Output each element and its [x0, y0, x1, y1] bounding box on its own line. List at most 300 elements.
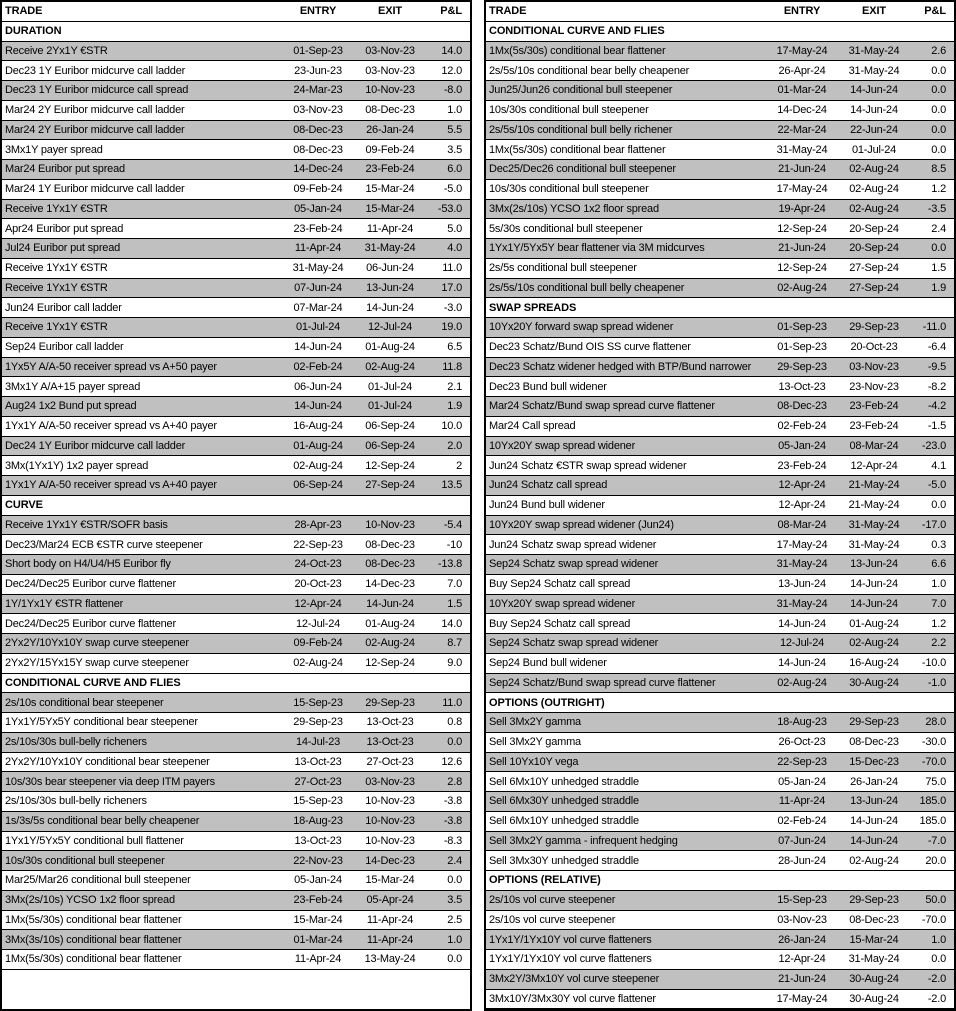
pnl-value: 1.0: [447, 104, 462, 117]
trade-row: [486, 358, 954, 378]
entry-date: 12-Apr-24: [294, 597, 342, 610]
exit-date: 31-May-24: [848, 538, 900, 551]
trade-row: [486, 377, 954, 397]
trade-name: 2s/10s conditional bear steepener: [5, 696, 164, 709]
exit-date: 01-Aug-24: [849, 617, 899, 630]
pnl-value: 5.0: [447, 222, 462, 235]
exit-date: 08-Dec-23: [365, 104, 415, 117]
pnl-value: 2.1: [447, 380, 462, 393]
trade-name: Receive 1Yx1Y €STR: [5, 321, 108, 334]
trade-row: [2, 634, 470, 654]
pnl-value: 4.1: [931, 459, 946, 472]
pnl-value: -3.8: [443, 795, 462, 808]
exit-date: 12-Apr-24: [850, 459, 898, 472]
trade-name: Dec23 Bund bull widener: [489, 380, 607, 393]
section-title: DURATION: [5, 25, 62, 38]
pnl-value: -6.4: [927, 341, 946, 354]
pnl-value: 0.0: [447, 874, 462, 887]
entry-date: 29-Sep-23: [293, 716, 343, 729]
section-header-row: [486, 693, 954, 713]
trade-row: [2, 456, 470, 476]
entry-date: 06-Sep-24: [293, 479, 343, 492]
trade-row: [486, 318, 954, 338]
trade-row: [2, 140, 470, 160]
trade-row: [2, 279, 470, 299]
trade-row: [2, 654, 470, 674]
exit-date: 14-Dec-23: [365, 578, 415, 591]
pnl-value: 2.6: [931, 44, 946, 57]
pnl-value: 1.5: [447, 597, 462, 610]
trade-row: [2, 358, 470, 378]
entry-date: 03-Nov-23: [777, 913, 827, 926]
pnl-value: 11.8: [442, 360, 462, 373]
pnl-value: -5.4: [443, 518, 462, 531]
column-header-entry: ENTRY: [783, 5, 821, 18]
exit-date: 30-Aug-24: [849, 992, 899, 1005]
trade-row: [2, 476, 470, 496]
trade-name: Sell 3Mx2Y gamma: [489, 736, 581, 749]
pnl-value: 14.0: [441, 44, 462, 57]
exit-date: 31-May-24: [848, 953, 900, 966]
trade-name: 3Mx2Y/3Mx10Y vol curve steepener: [489, 973, 660, 986]
trade-name: Jun24 Schatz call spread: [489, 479, 608, 492]
entry-date: 15-Sep-23: [293, 795, 343, 808]
pnl-value: 6.5: [447, 341, 462, 354]
trade-row: [486, 930, 954, 950]
exit-date: 29-Sep-23: [849, 894, 899, 907]
exit-date: 21-May-24: [848, 479, 900, 492]
exit-date: 11-Apr-24: [366, 933, 414, 946]
pnl-value: -30.0: [921, 736, 946, 749]
entry-date: 31-May-24: [776, 558, 828, 571]
pnl-value: 0.8: [447, 716, 462, 729]
pnl-value: 0.0: [931, 242, 946, 255]
trade-name: 1Yx5Y A/A-50 receiver spread vs A+50 payer: [5, 360, 217, 373]
trade-name: Sep24 Schatz/Bund swap spread curve flattener: [489, 676, 716, 689]
trade-row: [2, 772, 470, 792]
trade-name: Mar24 Call spread: [489, 420, 576, 433]
exit-date: 27-Sep-24: [849, 262, 899, 275]
trade-row: [486, 950, 954, 970]
entry-date: 02-Aug-24: [293, 459, 343, 472]
trade-name: Buy Sep24 Schatz call spread: [489, 578, 631, 591]
trade-name: 3Mx1Y payer spread: [5, 143, 103, 156]
exit-date: 08-Mar-24: [849, 439, 899, 452]
trade-row: [2, 338, 470, 358]
trade-row: [2, 733, 470, 753]
exit-date: 11-Apr-24: [366, 222, 414, 235]
exit-date: 12-Sep-24: [365, 459, 415, 472]
exit-date: 02-Aug-24: [849, 163, 899, 176]
trade-row: [2, 298, 470, 318]
exit-date: 14-Dec-23: [365, 854, 415, 867]
exit-date: 27-Sep-24: [849, 281, 899, 294]
trade-row: [2, 575, 470, 595]
exit-date: 06-Sep-24: [365, 420, 415, 433]
exit-date: 10-Nov-23: [365, 795, 415, 808]
trade-row: [486, 279, 954, 299]
exit-date: 02-Aug-24: [365, 637, 415, 650]
trade-row: [2, 81, 470, 101]
exit-date: 14-Jun-24: [850, 597, 898, 610]
pnl-value: -53.0: [437, 202, 462, 215]
trade-row: [486, 81, 954, 101]
entry-date: 07-Jun-24: [294, 281, 342, 294]
pnl-value: 1.0: [447, 933, 462, 946]
trade-row: [486, 654, 954, 674]
entry-date: 27-Oct-23: [294, 775, 342, 788]
entry-date: 12-Apr-24: [778, 479, 826, 492]
exit-date: 29-Sep-23: [365, 696, 415, 709]
entry-date: 20-Oct-23: [294, 578, 342, 591]
exit-date: 08-Dec-23: [849, 913, 899, 926]
pnl-value: 0.0: [931, 143, 946, 156]
pnl-value: -17.0: [921, 518, 946, 531]
entry-date: 12-Apr-24: [778, 953, 826, 966]
entry-date: 23-Feb-24: [293, 222, 343, 235]
trade-name: Sell 10Yx10Y vega: [489, 755, 579, 768]
trade-row: [486, 911, 954, 931]
trade-row: [2, 891, 470, 911]
pnl-value: -3.5: [927, 202, 946, 215]
column-header-pnl: P&L: [924, 5, 946, 18]
pnl-value: 2.8: [447, 775, 462, 788]
pnl-value: -1.5: [927, 420, 946, 433]
trade-row: [486, 437, 954, 457]
exit-date: 08-Dec-23: [365, 538, 415, 551]
entry-date: 28-Apr-23: [294, 518, 342, 531]
pnl-value: 19.0: [441, 321, 462, 334]
trade-row: [2, 555, 470, 575]
trade-name: 2s/10s/30s bull-belly richeners: [5, 736, 147, 749]
trade-name: 1Yx1Y/5Yx5Y conditional bull flattener: [5, 834, 184, 847]
trade-row: [2, 871, 470, 891]
trade-row: [486, 160, 954, 180]
trade-name: Jun24 Euribor call ladder: [5, 301, 122, 314]
trade-name: Dec23/Mar24 ECB €STR curve steepener: [5, 538, 203, 551]
pnl-value: 20.0: [925, 854, 946, 867]
exit-date: 23-Nov-23: [849, 380, 899, 393]
exit-date: 27-Oct-23: [366, 755, 414, 768]
trade-name: 2s/5s/10s conditional bull belly cheapener: [489, 281, 685, 294]
trade-row: [486, 42, 954, 62]
trade-row: [2, 851, 470, 871]
pnl-value: 17.0: [441, 281, 462, 294]
trade-name: 2s/5s/10s conditional bull belly richener: [489, 123, 673, 136]
entry-date: 14-Dec-24: [777, 104, 827, 117]
trade-name: 2Yx2Y/10Yx10Y swap curve steepener: [5, 637, 189, 650]
trade-name: Dec23 Schatz/Bund OIS SS curve flattener: [489, 341, 691, 354]
entry-date: 12-Jul-24: [295, 617, 341, 630]
entry-date: 11-Apr-24: [294, 953, 342, 966]
pnl-value: 1.0: [931, 578, 946, 591]
exit-date: 01-Aug-24: [365, 617, 415, 630]
table-header-row: [486, 2, 954, 22]
entry-date: 12-Apr-24: [778, 499, 826, 512]
trade-name: 2s/5s/10s conditional bear belly cheapener: [489, 64, 690, 77]
exit-date: 15-Mar-24: [849, 933, 899, 946]
pnl-value: 10.0: [441, 420, 462, 433]
trade-name: Jul24 Euribor put spread: [5, 242, 121, 255]
trade-row: [2, 950, 470, 970]
exit-date: 14-Jun-24: [366, 301, 414, 314]
entry-date: 08-Dec-23: [777, 400, 827, 413]
exit-date: 21-May-24: [848, 499, 900, 512]
table-header-row: [2, 2, 470, 22]
exit-date: 20-Sep-24: [849, 222, 899, 235]
entry-date: 01-Jul-24: [295, 321, 341, 334]
pnl-value: 0.0: [931, 64, 946, 77]
exit-date: 01-Jul-24: [367, 380, 413, 393]
trade-row: [2, 812, 470, 832]
trade-row: [486, 219, 954, 239]
pnl-value: 12.6: [441, 755, 462, 768]
trade-name: Short body on H4/U4/H5 Euribor fly: [5, 558, 171, 571]
exit-date: 16-Aug-24: [849, 657, 899, 670]
entry-date: 06-Jun-24: [294, 380, 342, 393]
exit-date: 14-Jun-24: [366, 597, 414, 610]
entry-date: 01-Mar-24: [777, 84, 827, 97]
trade-name: Sell 6Mx10Y unhedged straddle: [489, 775, 639, 788]
section-header-row: [486, 22, 954, 42]
trade-name: Sell 3Mx30Y unhedged straddle: [489, 854, 639, 867]
exit-date: 02-Aug-24: [365, 360, 415, 373]
entry-date: 17-May-24: [776, 183, 828, 196]
exit-date: 22-Jun-24: [850, 123, 898, 136]
exit-date: 10-Nov-23: [365, 518, 415, 531]
trade-name: Mar24 Schatz/Bund swap spread curve flattener: [489, 400, 715, 413]
entry-date: 24-Mar-23: [293, 84, 343, 97]
exit-date: 03-Nov-23: [365, 64, 415, 77]
exit-date: 13-Jun-24: [850, 558, 898, 571]
trade-row: [2, 101, 470, 121]
trade-name: 1Yx1Y/5Yx5Y conditional bear steepener: [5, 716, 198, 729]
entry-date: 23-Feb-24: [293, 894, 343, 907]
trade-name: Receive 2Yx1Y €STR: [5, 44, 108, 57]
trade-name: Sep24 Euribor call ladder: [5, 341, 124, 354]
trade-name: Sell 6Mx30Y unhedged straddle: [489, 795, 639, 808]
trade-row: [486, 595, 954, 615]
trade-row: [2, 753, 470, 773]
trade-name: 10Yx20Y swap spread widener (Jun24): [489, 518, 674, 531]
trade-name: Jun24 Bund bull widener: [489, 499, 605, 512]
trade-name: Buy Sep24 Schatz call spread: [489, 617, 631, 630]
entry-date: 12-Sep-24: [777, 222, 827, 235]
trade-row: [2, 219, 470, 239]
trade-row: [486, 851, 954, 871]
pnl-value: 7.0: [447, 578, 462, 591]
trade-name: 3Mx(2s/10s) YCSO 1x2 floor spread: [489, 202, 659, 215]
exit-date: 01-Aug-24: [365, 341, 415, 354]
exit-date: 08-Dec-23: [365, 558, 415, 571]
section-title: SWAP SPREADS: [489, 301, 577, 314]
entry-date: 02-Feb-24: [777, 815, 827, 828]
trade-name: 10s/30s conditional bull steepener: [489, 183, 649, 196]
trade-name: Dec23 1Y Euribor midcurce call spread: [5, 84, 189, 97]
pnl-value: -70.0: [921, 913, 946, 926]
exit-date: 12-Jul-24: [367, 321, 413, 334]
trade-row: [2, 437, 470, 457]
trade-row: [486, 456, 954, 476]
entry-date: 11-Apr-24: [294, 242, 342, 255]
entry-date: 14-Jun-24: [778, 657, 826, 670]
trade-name: Dec24 1Y Euribor midcurve call ladder: [5, 439, 186, 452]
trade-row: [486, 792, 954, 812]
trade-name: Dec24/Dec25 Euribor curve flattener: [5, 617, 176, 630]
pnl-value: 2: [456, 459, 462, 472]
exit-date: 10-Nov-23: [365, 815, 415, 828]
section-header-row: [2, 22, 470, 42]
pnl-value: -23.0: [921, 439, 946, 452]
entry-date: 12-Sep-24: [777, 262, 827, 275]
exit-date: 09-Feb-24: [365, 143, 415, 156]
entry-date: 05-Jan-24: [778, 439, 826, 452]
pnl-value: 6.6: [931, 558, 946, 571]
entry-date: 23-Jun-23: [294, 64, 342, 77]
entry-date: 14-Jul-23: [295, 736, 341, 749]
exit-date: 23-Feb-24: [849, 400, 899, 413]
trade-row: [2, 160, 470, 180]
trade-name: Mar24 2Y Euribor midcurve call ladder: [5, 104, 185, 117]
entry-date: 18-Aug-23: [777, 716, 827, 729]
trade-name: 10s/30s conditional bull steepener: [5, 854, 165, 867]
trade-name: 1Yx1Y A/A-50 receiver spread vs A+40 payer: [5, 479, 217, 492]
pnl-value: -2.0: [927, 973, 946, 986]
pnl-value: -5.0: [927, 479, 946, 492]
entry-date: 26-Apr-24: [778, 64, 826, 77]
entry-date: 17-May-24: [776, 44, 828, 57]
trade-name: 10s/30s bear steepener via deep ITM payers: [5, 775, 215, 788]
pnl-value: 1.0: [931, 933, 946, 946]
section-title: CONDITIONAL CURVE AND FLIES: [489, 25, 665, 38]
exit-date: 02-Aug-24: [849, 202, 899, 215]
pnl-value: 0.0: [447, 953, 462, 966]
exit-date: 31-May-24: [848, 44, 900, 57]
column-header-pnl: P&L: [440, 5, 462, 18]
trade-row: [486, 239, 954, 259]
pnl-value: -7.0: [927, 834, 946, 847]
trade-name: Mar24 Euribor put spread: [5, 163, 125, 176]
trade-name: 1Mx(5s/30s) conditional bear flattener: [5, 953, 182, 966]
trade-row: [486, 812, 954, 832]
pnl-value: 28.0: [925, 716, 946, 729]
exit-date: 15-Mar-24: [365, 183, 415, 196]
pnl-value: 6.0: [447, 163, 462, 176]
entry-date: 21-Jun-24: [778, 163, 826, 176]
trade-row: [2, 259, 470, 279]
trade-row: [486, 259, 954, 279]
entry-date: 05-Jan-24: [778, 775, 826, 788]
entry-date: 09-Feb-24: [293, 637, 343, 650]
pnl-value: 0.0: [931, 499, 946, 512]
trade-name: 2Yx2Y/15Yx15Y swap curve steepener: [5, 657, 189, 670]
trade-row: [486, 990, 954, 1010]
trade-name: Mar24 2Y Euribor midcurve call ladder: [5, 123, 185, 136]
pnl-value: -8.2: [927, 380, 946, 393]
exit-date: 30-Aug-24: [849, 973, 899, 986]
column-header-trade: TRADE: [5, 5, 43, 18]
pnl-value: 1.9: [447, 400, 462, 413]
column-header-exit: EXIT: [377, 5, 403, 18]
trade-name: Sep24 Bund bull widener: [489, 657, 607, 670]
trade-row: [2, 713, 470, 733]
pnl-value: 2.4: [931, 222, 946, 235]
pnl-value: 4.0: [447, 242, 462, 255]
pnl-value: 75.0: [925, 775, 946, 788]
trade-name: Jun24 Schatz swap spread widener: [489, 538, 657, 551]
trade-row: [486, 417, 954, 437]
pnl-value: -5.0: [443, 183, 462, 196]
pnl-value: -3.8: [443, 815, 462, 828]
trade-row: [2, 318, 470, 338]
trade-row: [486, 121, 954, 141]
pnl-value: 0.0: [447, 736, 462, 749]
trade-row: [2, 239, 470, 259]
exit-date: 30-Aug-24: [849, 676, 899, 689]
pnl-value: -10: [446, 538, 462, 551]
trade-name: 3Mx1Y A/A+15 payer spread: [5, 380, 141, 393]
exit-date: 14-Jun-24: [850, 815, 898, 828]
pnl-value: 1.2: [931, 183, 946, 196]
entry-date: 22-Sep-23: [777, 755, 827, 768]
exit-date: 14-Jun-24: [850, 834, 898, 847]
trade-row: [486, 772, 954, 792]
exit-date: 13-Oct-23: [366, 716, 414, 729]
pnl-value: 0.0: [931, 953, 946, 966]
trade-name: 1Mx(5s/30s) conditional bear flattener: [5, 913, 182, 926]
pnl-value: 5.5: [447, 123, 462, 136]
trade-row: [486, 733, 954, 753]
entry-date: 14-Jun-24: [294, 341, 342, 354]
entry-date: 13-Oct-23: [778, 380, 826, 393]
section-title: CURVE: [5, 499, 43, 512]
trade-row: [486, 338, 954, 358]
entry-date: 03-Nov-23: [293, 104, 343, 117]
exit-date: 15-Mar-24: [365, 874, 415, 887]
trade-name: 1Yx1Y/5Yx5Y bear flattener via 3M midcurves: [489, 242, 705, 255]
trade-name: Receive 1Yx1Y €STR/SOFR basis: [5, 518, 168, 531]
trade-row: [486, 614, 954, 634]
trade-name: Sell 6Mx10Y unhedged straddle: [489, 815, 639, 828]
trade-name: Receive 1Yx1Y €STR: [5, 202, 108, 215]
entry-date: 02-Feb-24: [293, 360, 343, 373]
pnl-value: 185.0: [919, 815, 946, 828]
entry-date: 09-Feb-24: [293, 183, 343, 196]
trade-name: 1Mx(5s/30s) conditional bear flattener: [489, 44, 666, 57]
pnl-value: 0.0: [931, 104, 946, 117]
column-header-trade: TRADE: [489, 5, 527, 18]
trade-name: 1Yx1Y/1Yx10Y vol curve flatteners: [489, 953, 652, 966]
entry-date: 02-Feb-24: [777, 420, 827, 433]
exit-date: 23-Feb-24: [365, 163, 415, 176]
exit-date: 26-Jan-24: [850, 775, 898, 788]
pnl-value: 14.0: [441, 617, 462, 630]
pnl-value: -11.0: [922, 321, 946, 334]
section-title: OPTIONS (RELATIVE): [489, 874, 601, 887]
entry-date: 17-May-24: [776, 992, 828, 1005]
exit-date: 31-May-24: [848, 64, 900, 77]
trade-name: Jun24 Schatz €STR swap spread widener: [489, 459, 687, 472]
trade-name: 10Yx20Y swap spread widener: [489, 597, 636, 610]
entry-date: 07-Jun-24: [778, 834, 826, 847]
pnl-value: 11.0: [442, 262, 462, 275]
pnl-value: -4.2: [927, 400, 946, 413]
pnl-value: 3.5: [447, 143, 462, 156]
trade-row: [486, 496, 954, 516]
trade-name: 2s/5s conditional bull steepener: [489, 262, 637, 275]
pnl-value: 8.7: [447, 637, 462, 650]
exit-date: 20-Sep-24: [849, 242, 899, 255]
